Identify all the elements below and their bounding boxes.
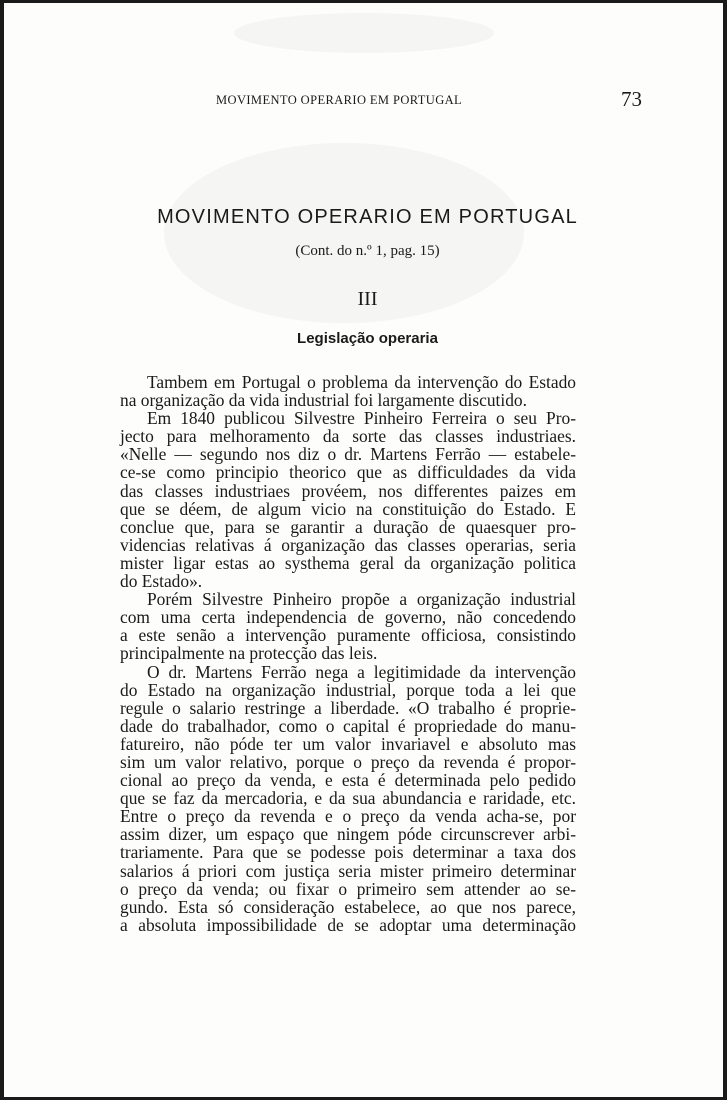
text-line: o preço da venda; ou fixar o primeiro sem attender ao se- xyxy=(120,878,576,899)
text-line: jecto para melhoramento da sorte das classes industriaes. xyxy=(120,426,576,447)
text-line: ce-se como principio theorico que as difficuldades da vida xyxy=(120,462,576,483)
paper-stain xyxy=(234,13,494,53)
text-line: trariamente. Para que se podesse pois determinar a taxa dos xyxy=(120,842,576,863)
text-line: Porém Silvestre Pinheiro propõe a organização industrial xyxy=(147,589,576,610)
text-line: videncias relativas á organização das classes operarias, seria xyxy=(120,534,576,555)
text-line: «Nelle — segundo nos diz o dr. Martens Ferrão — estabele- xyxy=(120,444,576,465)
text-line: cional ao preço da venda, e esta é determinada pelo pedido xyxy=(120,770,576,791)
text-line: salarios á priori com justiça seria mister primeiro determinar xyxy=(120,860,576,881)
text-line: mister ligar estas ao systhema geral da organização politica xyxy=(120,552,576,573)
text-line: gundo. Esta só consideração estabelece, ao que nos parece, xyxy=(120,896,576,917)
section-heading: Legislação operaria xyxy=(297,330,438,347)
text-line: a este senão a intervenção puramente officiosa, consistindo xyxy=(120,625,576,646)
text-line: do Estado». xyxy=(120,571,203,592)
text-line: Tambem em Portugal o problema da intervenção do Estado xyxy=(147,372,576,392)
text-line: principalmente na protecção das leis. xyxy=(120,643,378,664)
page-number: 73 xyxy=(621,87,642,111)
section-numeral: III xyxy=(357,288,378,310)
text-line: que se faz da mercadoria, e da sua abundancia e raridade, etc. xyxy=(120,788,576,809)
text-line: fatureiro, não póde ter um valor invariavel e absoluto mas xyxy=(120,733,576,754)
text-line: na organização da vida industrial foi largamente discutido. xyxy=(120,390,527,411)
text-line: regule o salario restringe a liberdade. «O trabalho é proprie- xyxy=(120,697,576,718)
text-line: das classes industriaes provéem, nos differentes paizes em xyxy=(120,480,576,501)
text-line: Entre o preço da revenda e o preço da venda acha-se, por xyxy=(120,806,576,827)
text-line: do Estado na organização industrial, porque toda a lei que xyxy=(120,679,576,700)
article-title: MOVIMENTO OPERARIO EM PORTUGAL xyxy=(157,206,578,228)
continuation-note: (Cont. do n.º 1, pag. 15) xyxy=(295,243,440,259)
text-line: sim um valor relativo, porque o preço da revenda é propor- xyxy=(120,751,576,772)
text-line: que se déem, de algum vicio na constituição do Estado. E xyxy=(120,498,576,519)
running-title: MOVIMENTO OPERARIO EM PORTUGAL xyxy=(216,93,463,107)
running-header xyxy=(112,87,642,111)
text-line: com uma certa independencia de governo, não concedendo xyxy=(120,607,576,628)
body-text xyxy=(120,373,576,934)
text-line: Em 1840 publicou Silvestre Pinheiro Ferreira o seu Pro- xyxy=(147,408,576,429)
text-line: assim dizer, um espaço que ningem póde circunscrever arbi- xyxy=(120,824,576,845)
text-line: a absoluta impossibilidade de se adoptar uma determinação xyxy=(120,914,576,935)
text-line: O dr. Martens Ferrão nega a legitimidade da intervenção xyxy=(147,661,576,682)
text-line: dade do trabalhador, como o capital é propriedade do manu- xyxy=(120,715,576,736)
text-line: conclue que, para se garantir a duração de quaesquer pro- xyxy=(120,516,576,537)
